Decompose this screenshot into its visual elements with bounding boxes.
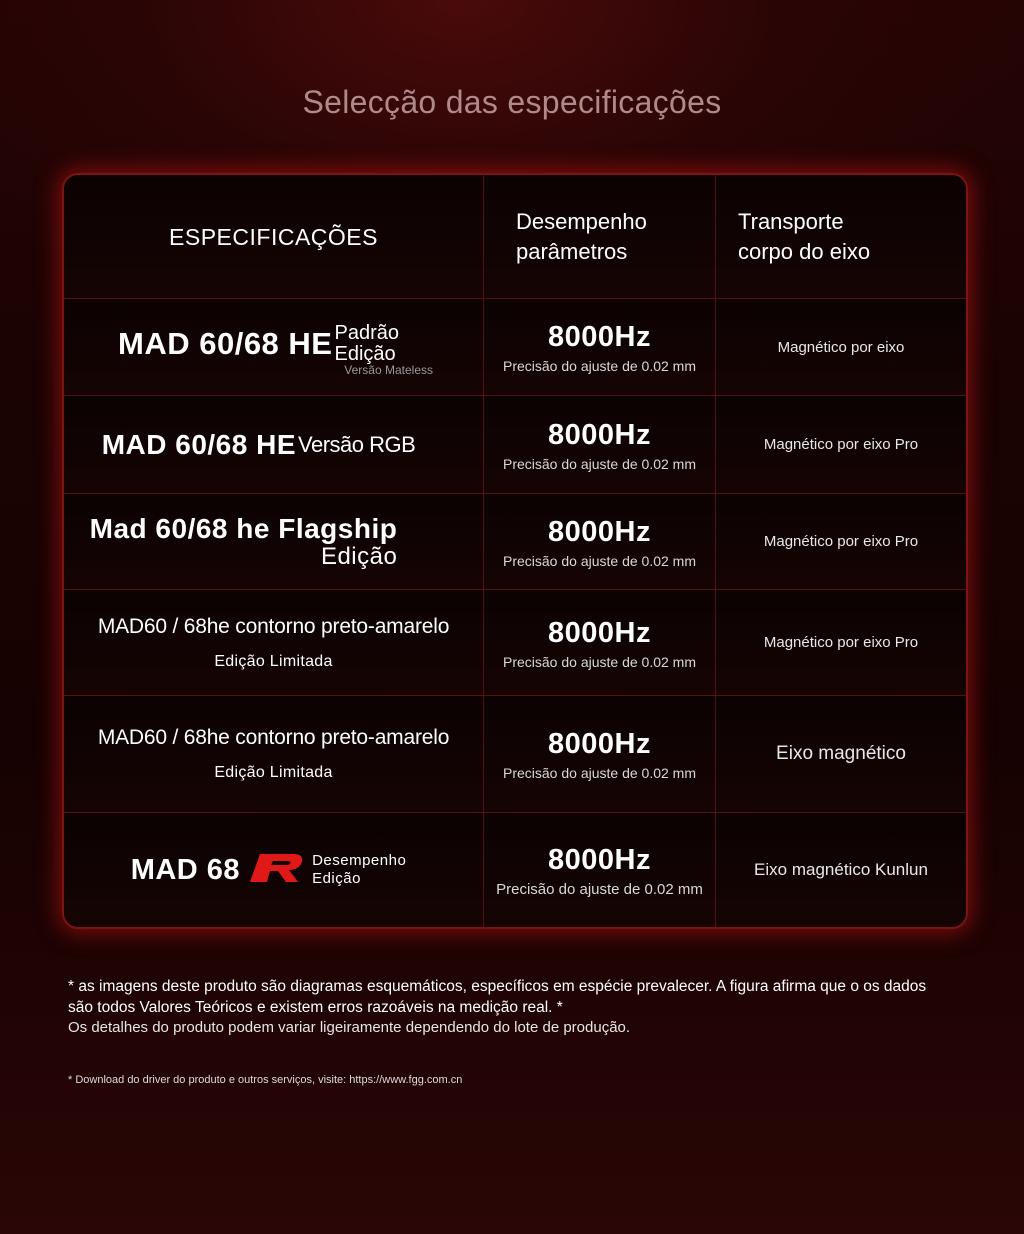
row-5-model-name: MAD60 / 68he contorno preto-amarelo <box>97 726 450 749</box>
row-4-precision: Precisão do ajuste de 0.02 mm <box>503 653 696 670</box>
table-row-3-axis <box>716 494 966 590</box>
table-row-1-axis <box>716 299 966 396</box>
table-row-3-performance <box>484 494 716 590</box>
row-4-model-name: MAD60 / 68he contorno preto-amarelo <box>97 614 450 638</box>
header-performance-line1: Desempenho <box>516 208 647 234</box>
row-2-model-name: MAD 60/68 HE <box>101 428 296 460</box>
header-performance <box>484 175 716 299</box>
row-4-rate: 8000Hz <box>548 616 651 649</box>
footnote-batch: Os detalhes do produto podem variar ligeiramente dependendo do lote de produção. <box>68 1019 631 1036</box>
table-row-2-axis <box>716 396 966 494</box>
row-6-precision: Precisão do ajuste de 0.02 mm <box>496 880 703 898</box>
table-row-5-performance <box>484 696 716 813</box>
row-6-model-name: MAD 68 <box>130 853 241 886</box>
row-3-precision: Precisão do ajuste de 0.02 mm <box>503 552 696 569</box>
row-5-sub1: Edição Limitada <box>214 764 333 781</box>
row-3-model-name: Mad 60/68 he Flagship <box>89 512 398 544</box>
row-4-sub1: Edição Limitada <box>214 652 333 670</box>
table-row-6-axis <box>716 813 966 927</box>
table-row-5-model <box>64 696 484 813</box>
table-row-6-performance <box>484 813 716 927</box>
row-1-model-name: MAD 60/68 HE <box>118 326 333 361</box>
row-2-precision: Precisão do ajuste de 0.02 mm <box>503 455 696 472</box>
table-row-1-model <box>64 299 484 396</box>
row-4-axis: Magnético por eixo Pro <box>763 634 919 651</box>
page-title: Selecção das especificações <box>302 84 722 120</box>
row-1-sub2: Edição <box>334 343 396 365</box>
row-1-sub3: Versão Mateless <box>344 363 433 377</box>
header-axis-line1: Transporte <box>738 208 844 234</box>
footnote-disclaimer: * as imagens deste produto são diagramas esquemáticos, específicos em espécie prevalecer. A figura afirma que o os dados são todos Valores Teóricos e existem erros razoáveis na medição real. * <box>68 978 927 1016</box>
table-row-4-axis <box>716 590 966 696</box>
row-3-axis: Magnético por eixo Pro <box>763 533 919 550</box>
r-logo-icon <box>248 852 304 889</box>
row-6-axis: Eixo magnético Kunlun <box>754 860 928 879</box>
table-row-6-model <box>64 813 484 927</box>
row-5-rate: 8000Hz <box>548 728 651 760</box>
header-axis <box>716 175 966 299</box>
table-row-5-axis <box>716 696 966 813</box>
footnote-driver-download: * Download do driver do produto e outros serviços, visite: https://www.fgg.com.cn <box>68 1074 463 1086</box>
row-6-sub1: Desempenho <box>312 852 407 869</box>
table-row-2-model <box>64 396 484 494</box>
header-axis-line2: corpo do eixo <box>738 238 871 264</box>
row-5-precision: Precisão do ajuste de 0.02 mm <box>503 765 696 781</box>
row-2-sub1: Versão RGB <box>298 432 416 457</box>
table-row-3-model <box>64 494 484 590</box>
row-6-rate: 8000Hz <box>548 843 651 876</box>
row-1-axis: Magnético por eixo <box>777 338 905 356</box>
table-row-4-model <box>64 590 484 696</box>
header-performance-line2: parâmetros <box>516 238 628 264</box>
row-1-precision: Precisão do ajuste de 0.02 mm <box>503 358 696 374</box>
table-row-1-performance <box>484 299 716 396</box>
table-row-2-performance <box>484 396 716 494</box>
header-specifications <box>64 175 484 299</box>
row-1-rate: 8000Hz <box>548 321 651 353</box>
header-specifications-label: ESPECIFICAÇÕES <box>169 223 378 250</box>
row-5-axis: Eixo magnético <box>776 743 906 764</box>
row-6-sub2: Edição <box>312 870 361 887</box>
spec-table <box>62 173 968 929</box>
row-1-sub1: Padrão <box>334 322 399 344</box>
row-3-sub1: Edição <box>320 542 398 570</box>
row-2-rate: 8000Hz <box>548 418 651 451</box>
footnotes <box>68 976 948 1086</box>
row-2-axis: Magnético por eixo Pro <box>763 436 919 453</box>
table-row-4-performance <box>484 590 716 696</box>
row-3-rate: 8000Hz <box>548 515 651 548</box>
